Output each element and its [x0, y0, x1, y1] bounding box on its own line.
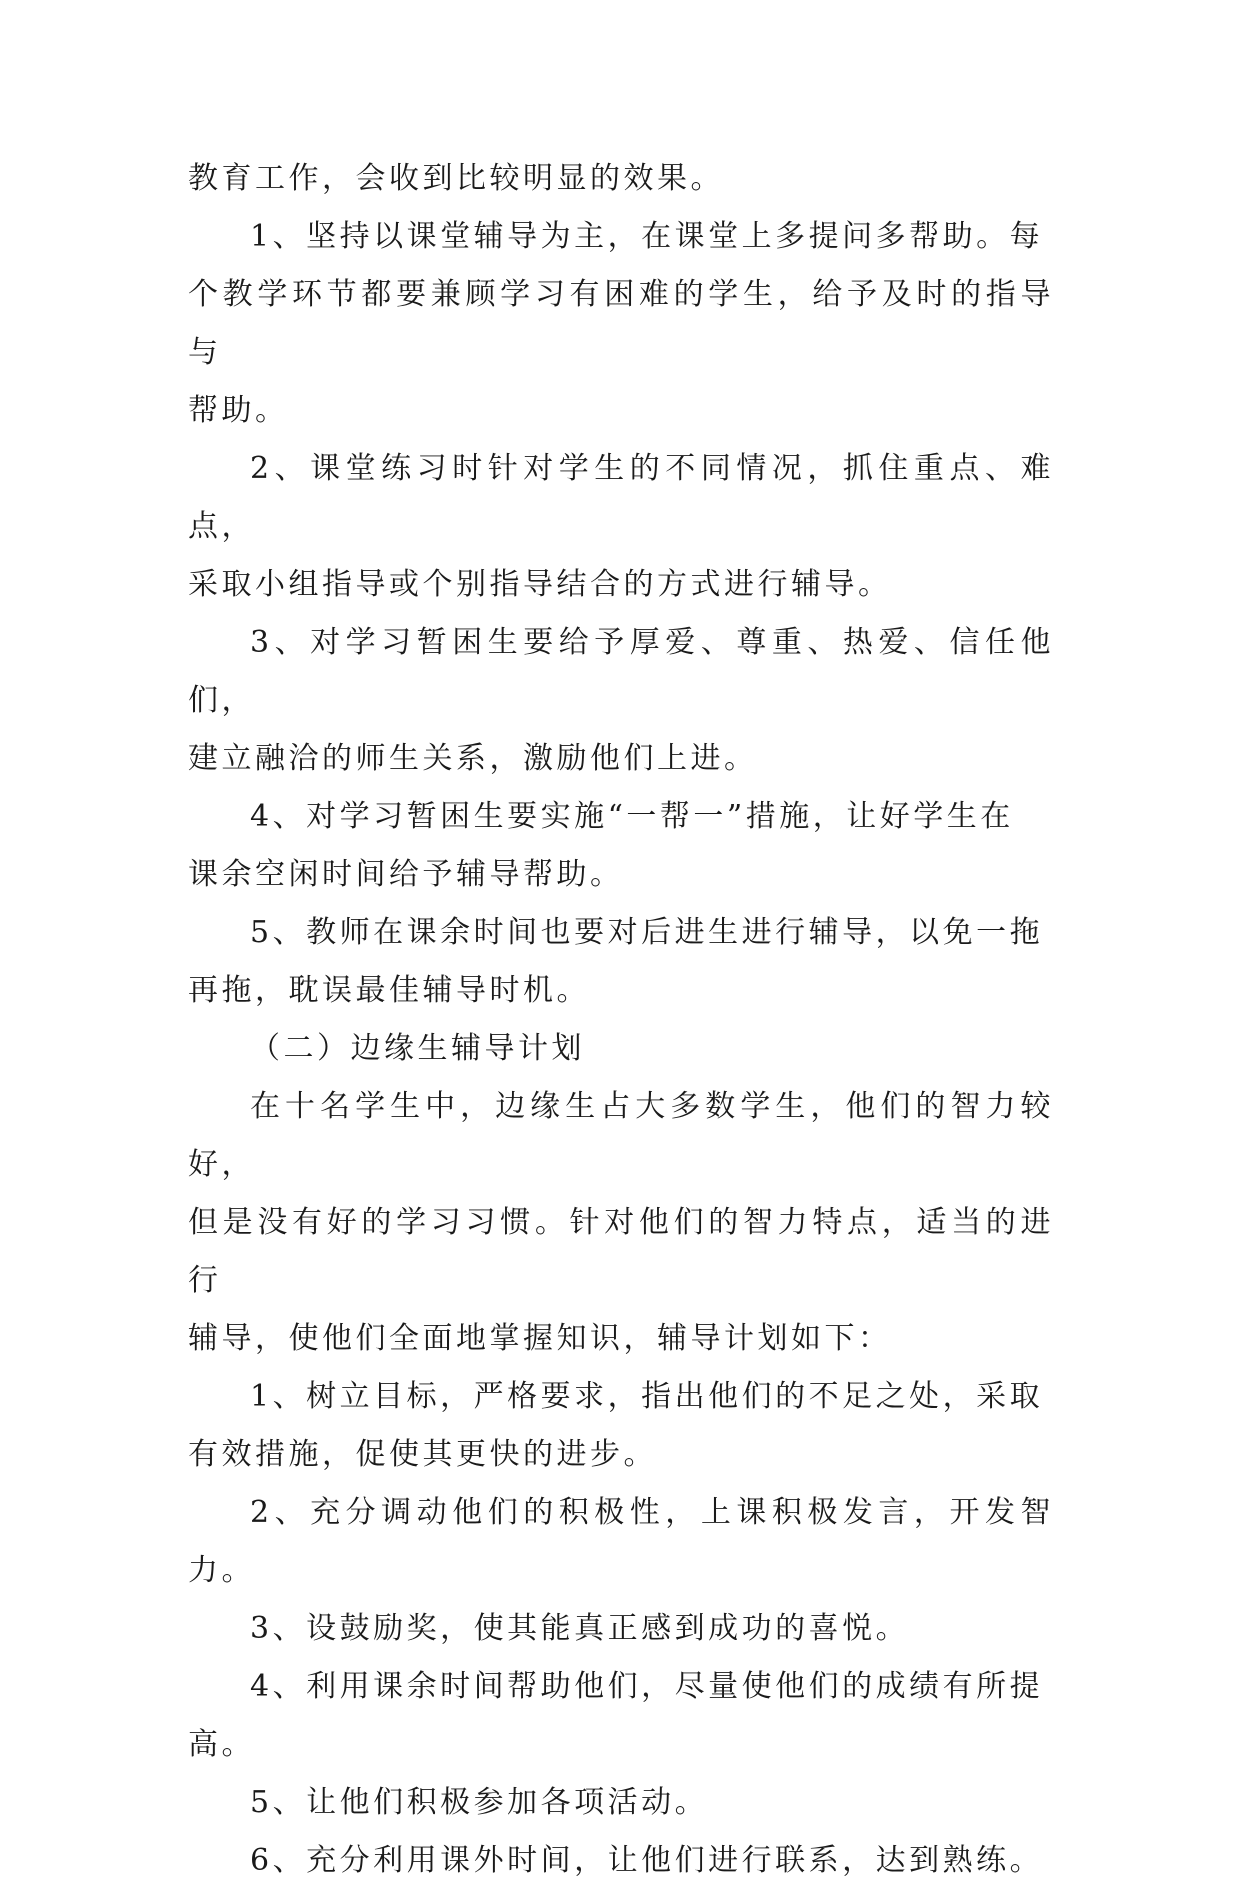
text-line: 5、让他们积极参加各项活动。 — [250, 1785, 709, 1820]
text-line: 课余空闲时间给予辅导帮助。 — [188, 857, 624, 892]
text-line: 2、充分调动他们的积极性，上课积极发言，开发智力。 — [188, 1495, 1054, 1588]
paragraph — [188, 1658, 1054, 1774]
paragraph — [188, 1832, 1054, 1890]
paragraph — [188, 788, 1054, 904]
text-line: 1、树立目标，严格要求，指出他们的不足之处，采取 — [250, 1379, 1044, 1414]
paragraph — [188, 1600, 1054, 1658]
text-line: 教育工作，会收到比较明显的效果。 — [188, 161, 724, 196]
text-line: 4、对学习暂困生要实施“一帮一”措施，让好学生在 — [250, 799, 1014, 834]
text-line: 5、教师在课余时间也要对后进生进行辅导，以免一拖 — [250, 915, 1044, 950]
paragraph — [188, 904, 1054, 1020]
text-line: 采取小组指导或个别指导结合的方式进行辅导。 — [188, 567, 892, 602]
paragraph — [188, 1078, 1054, 1368]
text-line: 3、对学习暂困生要给予厚爱、尊重、热爱、信任他们， — [188, 625, 1054, 718]
text-line: 3、设鼓励奖，使其能真正感到成功的喜悦。 — [250, 1611, 910, 1646]
text-line: 辅导，使他们全面地掌握知识，辅导计划如下： — [188, 1321, 892, 1356]
paragraph — [188, 208, 1054, 440]
document-body — [188, 150, 1054, 1890]
paragraph — [188, 614, 1054, 788]
text-line: 在十名学生中，边缘生占大多数学生，他们的智力较好， — [188, 1089, 1054, 1182]
paragraph — [188, 1774, 1054, 1832]
paragraph — [188, 150, 1054, 208]
text-line: 再拖，耽误最佳辅导时机。 — [188, 973, 590, 1008]
section-heading — [188, 1020, 1054, 1078]
paragraph — [188, 440, 1054, 614]
section-heading-text: （二）边缘生辅导计划 — [250, 1031, 585, 1066]
text-line: 4、利用课余时间帮助他们，尽量使他们的成绩有所提 — [250, 1669, 1044, 1704]
text-line: 但是没有好的学习习惯。针对他们的智力特点，适当的进行 — [188, 1205, 1054, 1298]
text-line: 1、坚持以课堂辅导为主，在课堂上多提问多帮助。每 — [250, 219, 1044, 254]
text-line: 高。 — [188, 1727, 255, 1762]
text-line: 帮助。 — [188, 393, 289, 428]
text-line: 建立融洽的师生关系，激励他们上进。 — [188, 741, 758, 776]
text-line: 2、课堂练习时针对学生的不同情况，抓住重点、难点， — [188, 451, 1054, 544]
paragraph — [188, 1368, 1054, 1484]
text-line: 有效措施，促使其更快的进步。 — [188, 1437, 657, 1472]
text-line: 6、充分利用课外时间，让他们进行联系，达到熟练。 — [250, 1843, 1044, 1878]
paragraph — [188, 1484, 1054, 1600]
text-line: 个教学环节都要兼顾学习有困难的学生，给予及时的指导与 — [188, 277, 1054, 370]
